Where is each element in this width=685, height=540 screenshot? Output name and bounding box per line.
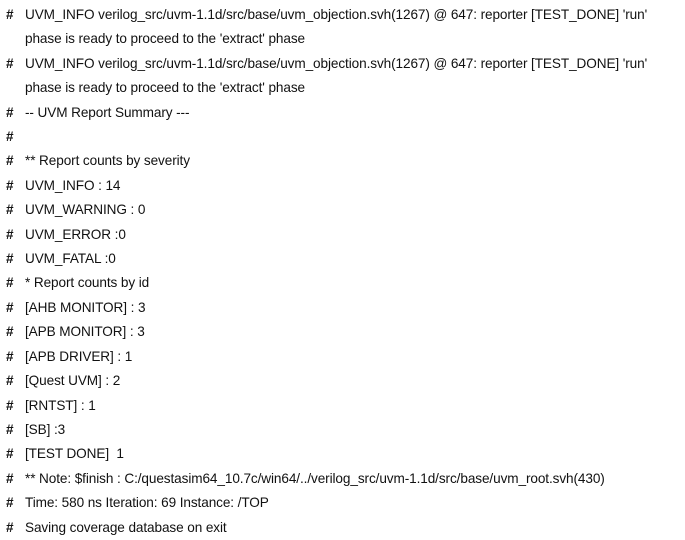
- transcript-console[interactable]: [0, 3, 685, 540]
- log-line-text: [AHB MONITOR] : 3: [25, 299, 146, 315]
- log-line-text: [APB MONITOR] : 3: [25, 324, 145, 340]
- log-line: [0, 442, 685, 466]
- log-line-text: [SB] :3: [25, 421, 66, 437]
- line-prefix: #: [6, 7, 14, 22]
- log-line: [0, 296, 685, 320]
- log-line-text: ** Note: $finish : C:/questasim64_10.7c/win64/../verilog_src/uvm-1.1d/src/base/uvm_root.svh(430): [25, 470, 605, 486]
- log-line: [0, 125, 685, 149]
- line-prefix: #: [6, 202, 14, 218]
- line-prefix: #: [6, 153, 14, 169]
- line-prefix: #: [6, 373, 14, 389]
- log-line-text: UVM_WARNING : 0: [25, 202, 146, 218]
- log-line: [0, 418, 685, 442]
- log-line: [0, 247, 685, 271]
- log-line: [0, 271, 685, 295]
- log-line-text: [APB DRIVER] : 1: [25, 348, 133, 364]
- log-line-text: UVM_FATAL :0: [25, 251, 116, 267]
- log-line-text: ** Report counts by severity: [25, 153, 190, 169]
- log-line-text: -- UVM Report Summary ---: [25, 104, 190, 120]
- log-line: [0, 101, 685, 125]
- log-line: [0, 3, 685, 52]
- line-prefix: #: [6, 470, 14, 486]
- line-prefix: #: [6, 299, 14, 315]
- line-prefix: #: [6, 495, 14, 511]
- log-line-text: [RNTST] : 1: [25, 397, 96, 413]
- log-line-text: UVM_INFO verilog_src/uvm-1.1d/src/base/uvm_objection.svh(1267) @ 647: reporter [TEST_DONE] 'run' phase is ready to proceed to the 'extract' phase: [25, 55, 651, 96]
- log-line-text: [Quest UVM] : 2: [25, 373, 121, 389]
- log-line: [0, 174, 685, 198]
- line-prefix: #: [6, 226, 14, 242]
- line-prefix: #: [6, 104, 14, 120]
- log-line: [0, 223, 685, 247]
- line-prefix: #: [6, 421, 14, 437]
- log-line-text: UVM_INFO verilog_src/uvm-1.1d/src/base/uvm_objection.svh(1267) @ 647: reporter [TEST_DONE] 'run' phase is ready to proceed to the 'extract' phase: [25, 7, 651, 47]
- line-prefix: #: [6, 177, 14, 193]
- line-prefix: #: [6, 446, 14, 462]
- line-prefix: #: [6, 251, 14, 267]
- line-prefix: #: [6, 129, 14, 145]
- log-line-text: * Report counts by id: [25, 275, 150, 291]
- line-prefix: #: [6, 275, 14, 291]
- line-prefix: #: [6, 397, 14, 413]
- log-line: [0, 516, 685, 540]
- log-line: [0, 467, 685, 491]
- line-prefix: #: [6, 55, 14, 71]
- line-prefix: #: [6, 519, 14, 535]
- log-line: [0, 394, 685, 418]
- line-prefix: #: [6, 348, 14, 364]
- log-line: [0, 491, 685, 515]
- log-line-text: Time: 580 ns Iteration: 69 Instance: /TOP: [25, 495, 269, 511]
- log-line-text: UVM_INFO : 14: [25, 177, 121, 193]
- log-line: [0, 345, 685, 369]
- line-prefix: #: [6, 324, 14, 340]
- log-line: [0, 369, 685, 393]
- log-line: [0, 149, 685, 173]
- log-line: [0, 52, 685, 101]
- log-line-text: UVM_ERROR :0: [25, 226, 126, 242]
- log-line: [0, 198, 685, 222]
- log-line-text: Saving coverage database on exit: [25, 519, 227, 535]
- log-line-text: [TEST DONE] 1: [25, 446, 124, 462]
- log-line: [0, 320, 685, 344]
